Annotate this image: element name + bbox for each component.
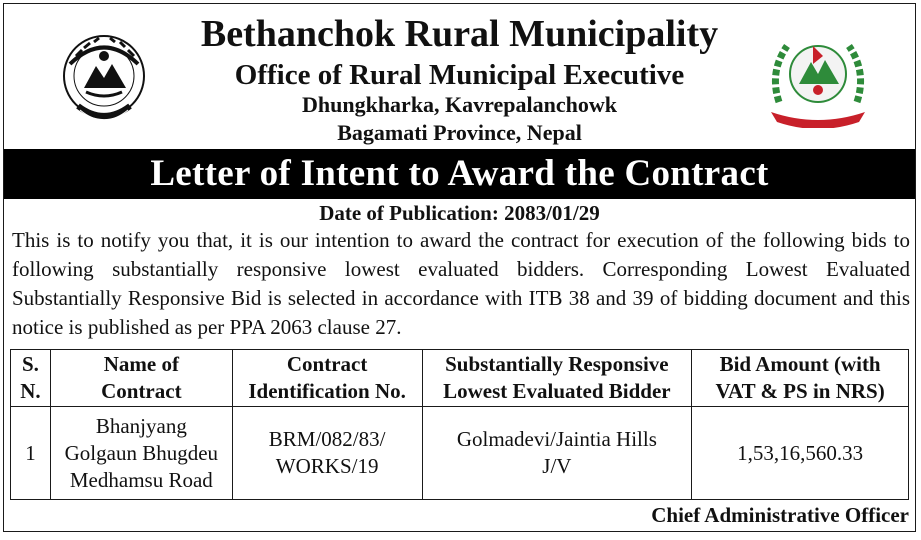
municipality-seal-icon — [759, 32, 877, 128]
cell-line: Golgaun Bhugdeu — [64, 440, 219, 465]
cell-bid-amount: 1,53,16,560.33 — [692, 407, 909, 500]
cell-bidder — [422, 407, 692, 500]
header-line: Lowest Evaluated Bidder — [443, 379, 671, 403]
municipality-name: Bethanchok Rural Municipality — [200, 13, 719, 55]
cell-contract-id — [232, 407, 422, 500]
header-bidder — [422, 350, 692, 407]
header-line: Contract — [101, 379, 182, 403]
office-name: Office of Rural Municipal Executive — [234, 59, 685, 91]
cell-line: Golmadevi/Jaintia Hills — [456, 427, 657, 451]
cell-line: WORKS/19 — [275, 454, 379, 478]
header-line: S. — [22, 352, 39, 376]
cell-line: J/V — [542, 454, 572, 478]
publication-date: Date of Publication: 2083/01/29 — [319, 201, 600, 225]
bid-award-table — [10, 349, 909, 500]
cell-line: Bhanjyang — [95, 413, 187, 438]
header-contract-name — [50, 350, 232, 407]
address-line-2: Bagamati Province, Nepal — [337, 120, 582, 145]
address-line-1: Dhungkharka, Kavrepalanchowk — [301, 92, 617, 117]
header-bid-amount — [692, 350, 909, 407]
table-row — [11, 407, 909, 500]
cell-line: BRM/082/83/ — [268, 427, 386, 451]
cell-contract-name — [50, 407, 232, 500]
notice-page — [3, 3, 916, 532]
header-line: VAT & PS in NRS) — [715, 379, 885, 403]
notice-body: This is to notify you that, it is our intention to award the contract for execution of the following bids to following substantially responsive lowest evaluated bidders. Corresponding Lowest Evaluated Substantially Responsive Bid is selected in accordance with ITB 38 and 39 of bidding document and this notice is published as per PPA 2063 clause 27. — [12, 228, 910, 339]
header — [4, 4, 915, 149]
header-line: Contract — [286, 352, 368, 376]
header-line: Substantially Responsive — [445, 352, 669, 376]
notice-title-banner: Letter of Intent to Award the Contract — [4, 149, 915, 199]
signatory: Chief Administrative Officer — [651, 503, 909, 527]
header-sn — [11, 350, 51, 407]
header-line: Bid Amount (with — [719, 352, 881, 376]
cell-sn: 1 — [11, 407, 51, 500]
header-line: N. — [20, 379, 41, 403]
header-contract-id — [232, 350, 422, 407]
header-line: Name of — [103, 352, 179, 376]
header-line: Identification No. — [248, 379, 406, 403]
table-header-row — [11, 350, 909, 407]
cell-line: Medhamsu Road — [69, 467, 213, 492]
